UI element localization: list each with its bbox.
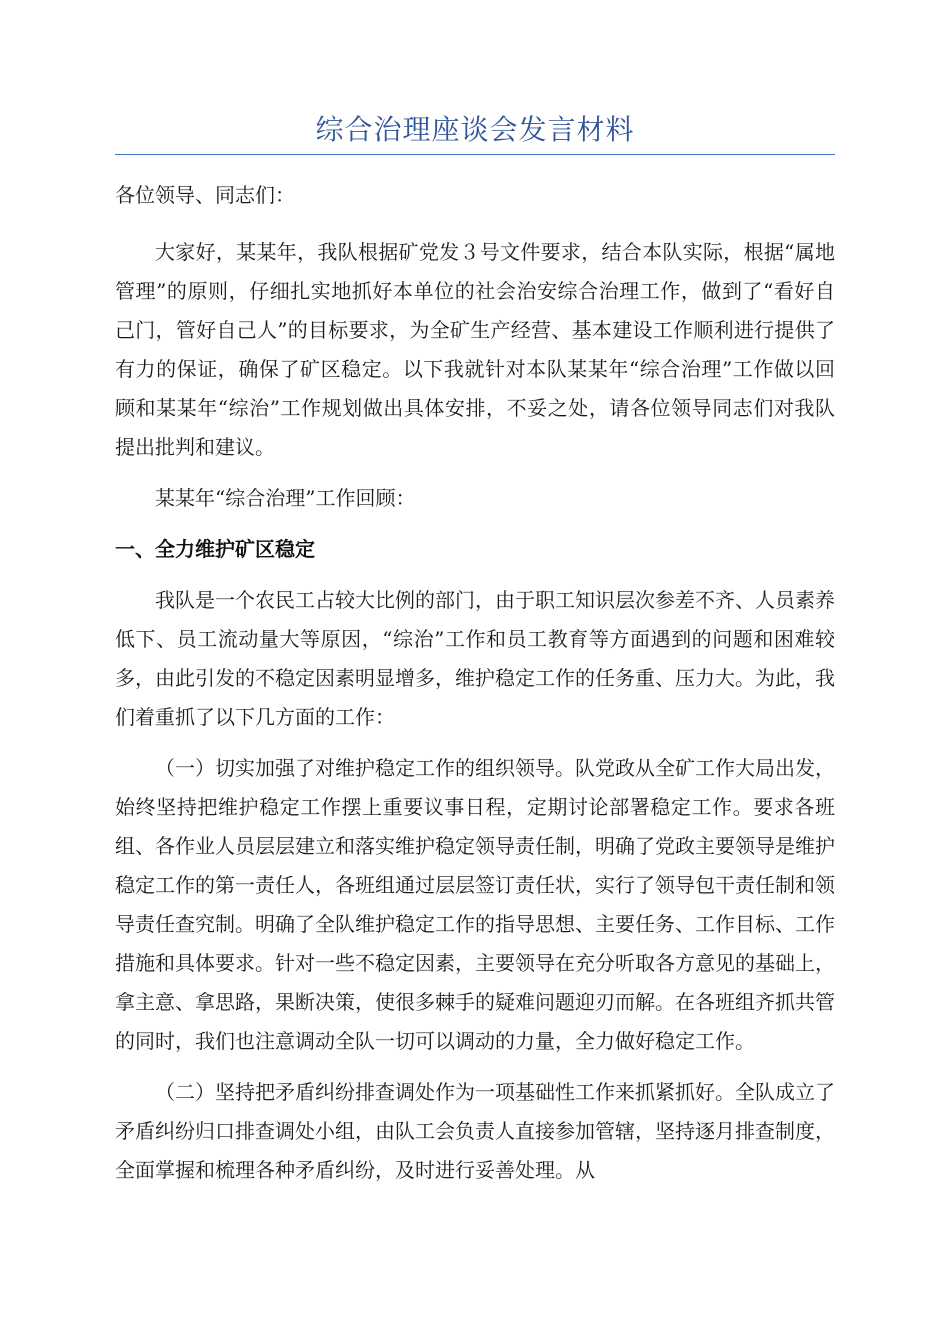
- section-paragraph-1: 我队是一个农民工占较大比例的部门，由于职工知识层次参差不齐、人员素养低下、员工流动量大等原因，“综治”工作和员工教育等方面遇到的问题和困难较多，由此引发的不稳定因素明显增多，维护稳定工作的任务重、压力大。为此，我们着重抓了以下几方面的工作：: [115, 588, 835, 729]
- section-paragraph-3: （二）坚持把矛盾纠纷排查调处作为一项基础性工作来抓紧抓好。全队成立了矛盾纠纷归口排查调处小组，由队工会负责人直接参加管辖，坚持逐月排查制度，全面掌握和梳理各种矛盾纠纷，及时进行妥善处理。从: [115, 1080, 835, 1182]
- greeting: 各位领导、同志们：: [115, 183, 295, 207]
- title-underline: [115, 154, 835, 155]
- section-heading: 一、全力维护矿区稳定: [115, 537, 315, 561]
- document-body: [115, 176, 835, 1202]
- review-intro: 某某年“综合治理”工作回顾：: [155, 486, 416, 510]
- section-paragraph-2: （一）切实加强了对维护稳定工作的组织领导。队党政从全矿工作大局出发，始终坚持把维护稳定工作摆上重要议事日程，定期讨论部署稳定工作。要求各班组、各作业人员层层建立和落实维护稳定领导责任制，明确了党政主要领导是维护稳定工作的第一责任人，各班组通过层层签订责任状，实行了领导包干责任制和领导责任查究制。明确了全队维护稳定工作的指导思想、主要任务、工作目标、工作措施和具体要求。针对一些不稳定因素，主要领导在充分听取各方意见的基础上，拿主意、拿思路，果断决策，使很多棘手的疑难问题迎刃而解。在各班组齐抓共管的同时，我们也注意调动全队一切可以调动的力量，全力做好稳定工作。: [115, 756, 835, 1053]
- intro-paragraph: 大家好，某某年，我队根据矿党发３号文件要求，结合本队实际，根据“属地管理”的原则，仔细扎实地抓好本单位的社会治安综合治理工作，做到了“看好自己门，管好自己人”的目标要求，为全矿生产经营、基本建设工作顺利进行提供了有力的保证，确保了矿区稳定。以下我就针对本队某某年“综合治理”工作做以回顾和某某年“综治”工作规划做出具体安排，不妥之处，请各位领导同志们对我队提出批判和建议。: [115, 240, 835, 459]
- document-title: 综合治理座谈会发言材料: [315, 113, 635, 146]
